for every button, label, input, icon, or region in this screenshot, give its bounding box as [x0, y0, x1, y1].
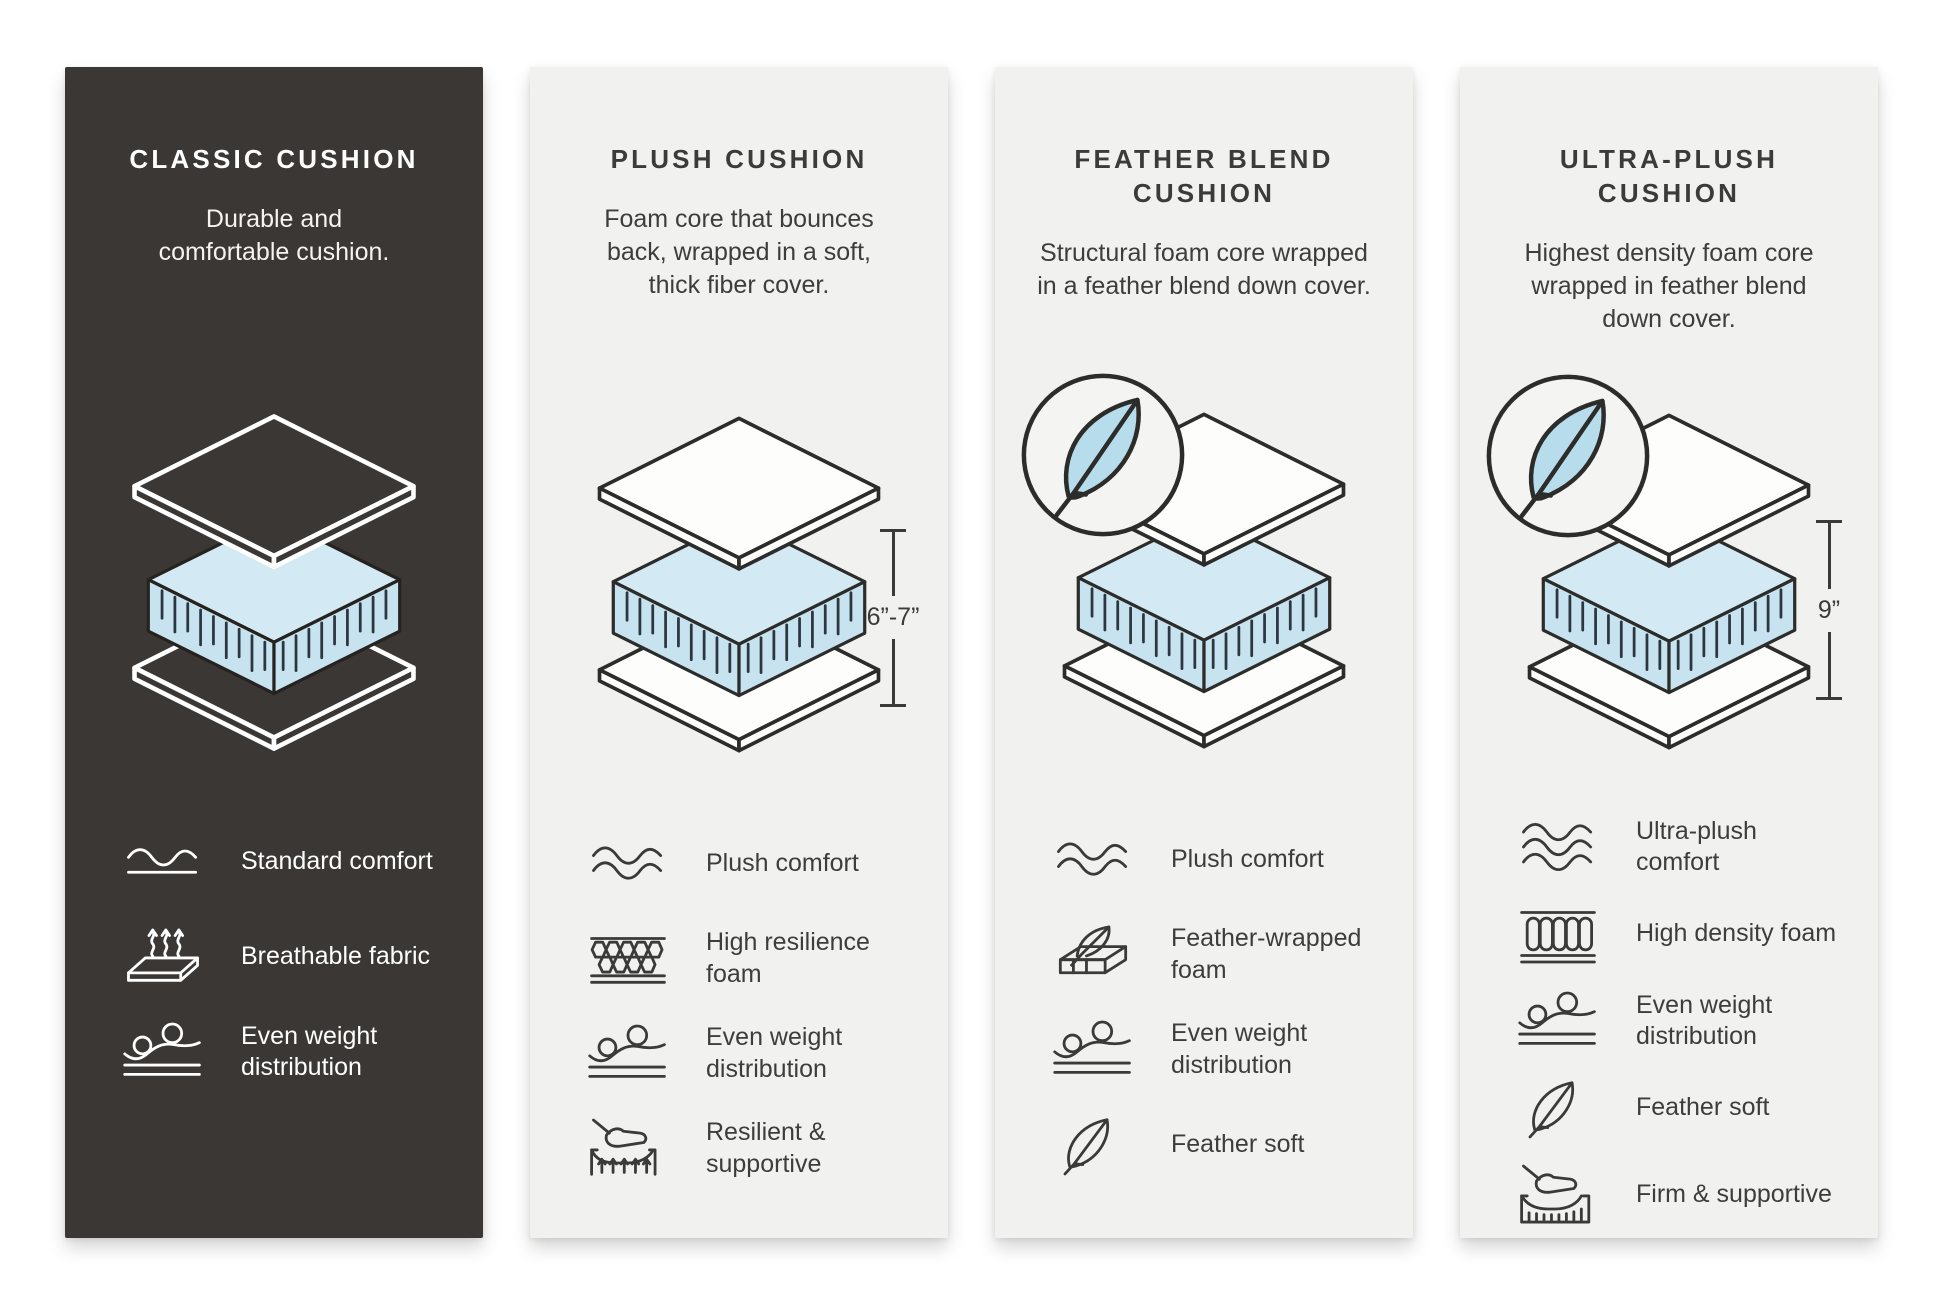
- even-weight-icon: [119, 1017, 207, 1087]
- feature-label: Standard comfort: [241, 847, 433, 876]
- double-wave-comfort-icon: [1049, 825, 1137, 895]
- feature-row: [1049, 1015, 1375, 1085]
- feature-label: Plush comfort: [1171, 845, 1324, 874]
- feature-label: Feather soft: [1171, 1130, 1305, 1159]
- feature-row: [1049, 825, 1375, 895]
- dimension-line: [892, 639, 895, 704]
- feature-row: [1514, 1160, 1840, 1230]
- single-wave-comfort-icon: [119, 827, 207, 897]
- feature-row: [1049, 920, 1375, 990]
- card-plush-cushion: [530, 67, 948, 1238]
- feature-label: Feather-wrapped foam: [1171, 924, 1362, 985]
- feature-row: [119, 922, 445, 992]
- triple-wave-comfort-icon: [1514, 812, 1602, 882]
- feather-icon: [1049, 1110, 1137, 1180]
- layered-cushion-illustration: [1498, 408, 1840, 786]
- hand-press-coils-icon: [1514, 1160, 1602, 1230]
- feature-row: [1514, 899, 1840, 969]
- card-title: PLUSH CUSHION: [610, 144, 868, 174]
- layered-cushion-illustration: [568, 411, 920, 789]
- card-classic-cushion: [65, 67, 483, 1238]
- card-description: Highest density foam core wrapped in feather blend down cover.: [1524, 238, 1814, 334]
- even-weight-icon: [1049, 1015, 1137, 1085]
- feature-label: Firm & supportive: [1636, 1180, 1832, 1209]
- feature-label: Resilient & supportive: [706, 1117, 826, 1178]
- feature-label: Feather soft: [1636, 1093, 1770, 1122]
- feature-label: Plush comfort: [706, 848, 859, 877]
- card-title: FEATHER BLEND CUSHION: [1074, 144, 1334, 208]
- card-ultra-plush-cushion: [1460, 67, 1878, 1238]
- feature-label: High resilience foam: [706, 927, 870, 988]
- high-density-foam-icon: [1514, 899, 1602, 969]
- feature-row: [584, 829, 910, 899]
- feather-badge-icon: [1482, 370, 1654, 542]
- cushion-comparison-cards: [65, 67, 1878, 1238]
- layered-cushion-illustration: [103, 409, 445, 787]
- feature-label: Even weight distribution: [1636, 990, 1773, 1051]
- feature-label: Ultra-plush comfort: [1636, 816, 1757, 877]
- feather-badge-icon: [1017, 369, 1189, 541]
- cushion-layers-drawing: [583, 411, 895, 758]
- dimension-line: [892, 532, 895, 597]
- cushion-layers-drawing: [118, 409, 430, 756]
- card-description: Foam core that bounces back, wrapped in a soft, thick fiber cover.: [604, 204, 874, 300]
- card-description: Structural foam core wrapped in a feather blend down cover.: [1037, 238, 1371, 300]
- dimension-line: [1828, 523, 1831, 589]
- card-title: ULTRA-PLUSH CUSHION: [1559, 144, 1779, 208]
- even-weight-icon: [1514, 986, 1602, 1056]
- layered-cushion-illustration: [1033, 407, 1375, 785]
- dimension-label: 6”-7”: [866, 603, 920, 632]
- height-dimension-indicator: [1812, 520, 1846, 700]
- card-description: Durable and comfortable cushion.: [158, 204, 390, 267]
- hand-press-arrows-icon: [584, 1114, 672, 1184]
- honeycomb-foam-icon: [584, 924, 672, 994]
- feather-icon: [1514, 1073, 1602, 1143]
- feature-list: [1498, 812, 1840, 1230]
- feature-row: [584, 1114, 910, 1184]
- feather-wrapped-foam-icon: [1049, 920, 1137, 990]
- card-title: CLASSIC CUSHION: [129, 144, 419, 174]
- dimension-bottom-cap: [1816, 697, 1842, 700]
- feature-label: Breathable fabric: [241, 942, 431, 971]
- feature-list: [1033, 825, 1375, 1180]
- feature-row: [119, 827, 445, 897]
- feature-list: [568, 829, 910, 1184]
- dimension-bottom-cap: [880, 704, 906, 707]
- feature-label: High density foam: [1636, 919, 1837, 948]
- feature-list: [103, 827, 445, 1087]
- double-wave-comfort-icon: [584, 829, 672, 899]
- feature-row: [1514, 986, 1840, 1056]
- dimension-label: 9”: [1817, 595, 1841, 624]
- feature-row: [584, 1019, 910, 1089]
- feature-row: [584, 924, 910, 994]
- card-feather-blend-cushion: [995, 67, 1413, 1238]
- breathable-fabric-icon: [119, 922, 207, 992]
- feature-row: [1514, 812, 1840, 882]
- height-dimension-indicator: [866, 529, 920, 707]
- even-weight-icon: [584, 1019, 672, 1089]
- feature-row: [1049, 1110, 1375, 1180]
- dimension-line: [1828, 632, 1831, 698]
- feature-label: Even weight distribution: [706, 1022, 843, 1083]
- feature-row: [119, 1017, 445, 1087]
- feature-row: [1514, 1073, 1840, 1143]
- feature-label: Even weight distribution: [241, 1021, 378, 1082]
- feature-label: Even weight distribution: [1171, 1019, 1308, 1080]
